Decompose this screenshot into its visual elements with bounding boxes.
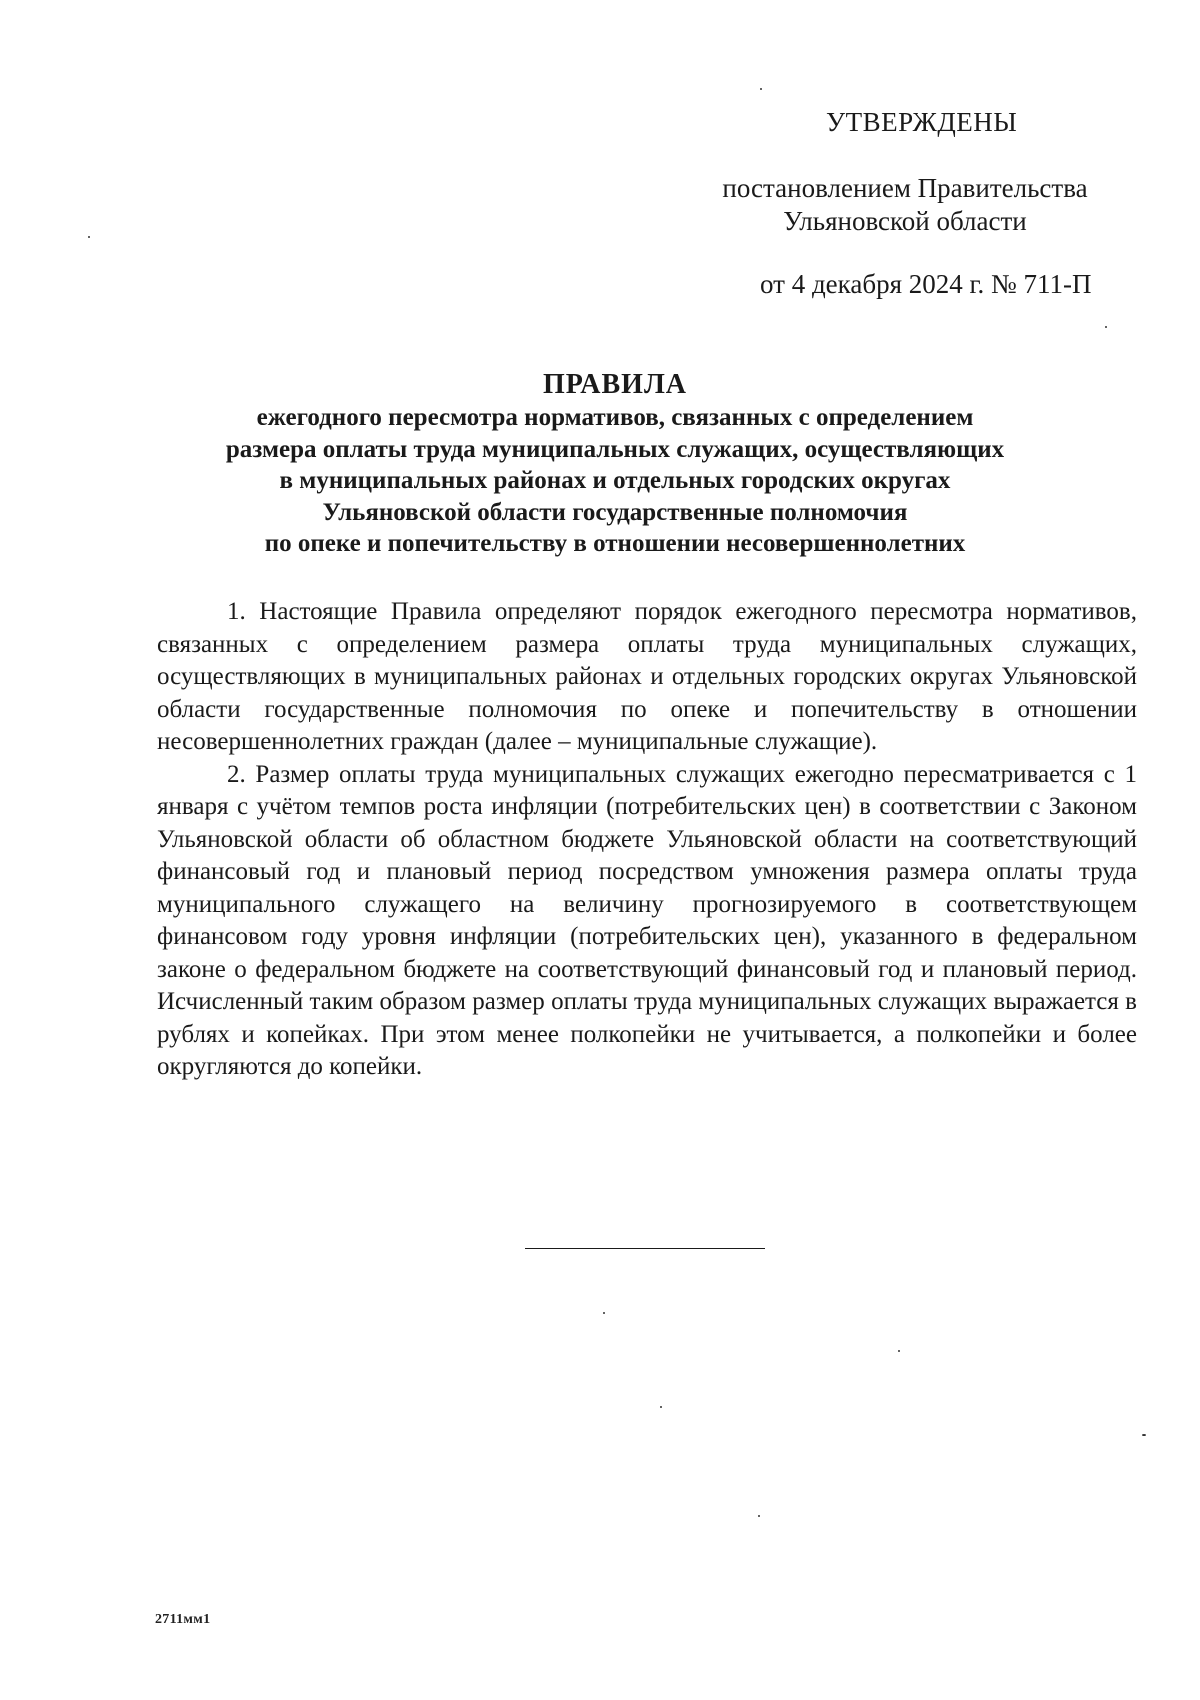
document-code: 2711мм1 [155, 1612, 211, 1627]
rules-subtitle-line: размера оплаты труда муниципальных служащих, осуществляющих [225, 435, 1005, 463]
rules-subtitle-line: Ульяновской области государственные полномочия [322, 498, 908, 526]
scan-speck [898, 1350, 900, 1352]
scan-speck [760, 88, 762, 90]
end-separator-line [525, 1248, 765, 1249]
approval-authority-line-2: Ульяновской области [783, 206, 1027, 236]
approval-authority [690, 172, 1120, 238]
scan-speck [603, 1312, 605, 1314]
paragraph-2: 2. Размер оплаты труда муниципальных служащих ежегодно пересматривается с 1 января с учётом темпов роста инфляции (потребительских цен) в соответствии с Законом Ульяновской области об областном бюджете Ульяновской области на соответствующий финансовый год и плановый период посредством умножения размера оплаты труда муниципального служащего на величину прогнозируемого в соответствующем финансовом году уровня инфляции (потребительских цен), указанного в федеральном законе о федеральном бюджете на соответствующий финансовый год и плановый период. Исчисленный таким образом размер оплаты труда муниципальных служащих выражается в рублях и копейках. При этом менее полкопейки не учитывается, а полкопейки и более округляются до копейки. [157, 760, 1137, 1080]
approval-authority-line-1: постановлением Правительства [722, 173, 1088, 203]
rules-title: ПРАВИЛА [542, 369, 688, 400]
scan-speck [1142, 1434, 1146, 1436]
rules-header [150, 368, 1080, 560]
body-text [157, 596, 1137, 1084]
scan-speck [758, 1515, 760, 1517]
scan-speck [660, 1406, 662, 1408]
scan-speck [1105, 326, 1107, 328]
rules-subtitle-line: по опеке и попечительству в отношении несовершеннолетних [264, 530, 966, 557]
scan-speck [88, 236, 90, 238]
rules-subtitle-line: ежегодного пересмотра нормативов, связанных с определением [256, 404, 974, 431]
rules-subtitle-line: в муниципальных районах и отдельных городских округах [279, 467, 951, 494]
rules-subtitle [150, 402, 1080, 560]
approval-date-number: от 4 декабря 2024 г. № 711-П [760, 269, 1092, 299]
paragraph-1: 1. Настоящие Правила определяют порядок ежегодного пересмотра нормативов, связанных с определением размера оплаты труда муниципальных служащих, осуществляющих в муниципальных районах и отдельных городских округах Ульяновской области государственные полномочия по опеке и попечительству в отношении несовершеннолетних граждан (далее – муниципальные служащие). [157, 598, 1137, 755]
approval-title: УТВЕРЖДЕНЫ [826, 107, 1018, 137]
